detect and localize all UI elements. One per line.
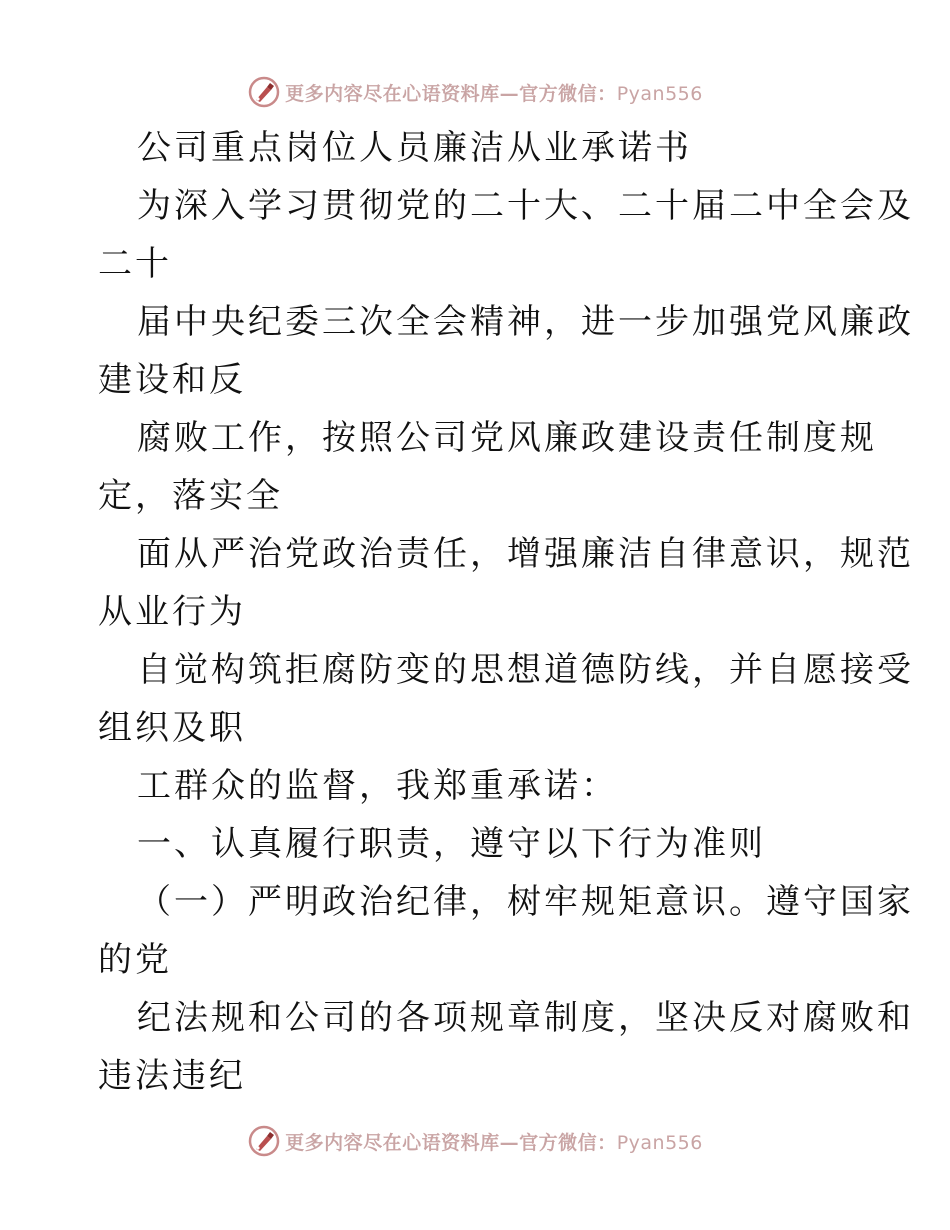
doc-line-11: 工群众的监督，我郑重承诺： — [137, 766, 618, 806]
doc-line-12: 一、认真履行职责，遵守以下行为准则 — [137, 824, 766, 864]
doc-line-1: 为深入学习贯彻党的二十大、二十届二中全会及 — [137, 186, 914, 226]
doc-line-14: 的党 — [98, 940, 172, 980]
doc-line-2: 二十 — [98, 244, 172, 284]
pen-logo-icon — [247, 1124, 281, 1158]
header-watermark — [0, 72, 950, 112]
doc-line-9: 自觉构筑拒腐防变的思想道德防线，并自愿接受 — [137, 650, 914, 690]
doc-line-6: 定，落实全 — [98, 476, 283, 516]
doc-title: 公司重点岗位人员廉洁从业承诺书 — [137, 128, 692, 168]
footer-watermark — [0, 1121, 950, 1161]
doc-line-10: 组织及职 — [98, 708, 246, 748]
doc-line-4: 建设和反 — [98, 360, 246, 400]
doc-line-7: 面从严治党政治责任，增强廉洁自律意识，规范 — [137, 534, 914, 574]
doc-line-16: 违法违纪 — [98, 1056, 246, 1096]
doc-line-3: 届中央纪委三次全会精神，进一步加强党风廉政 — [137, 302, 914, 342]
doc-line-5: 腐败工作，按照公司党风廉政建设责任制度规 — [137, 418, 877, 458]
watermark-text: 更多内容尽在心语资料库—官方微信：Pyan556 — [285, 1131, 703, 1154]
pen-logo-icon — [247, 75, 281, 109]
watermark-text: 更多内容尽在心语资料库—官方微信：Pyan556 — [285, 82, 703, 105]
doc-line-8: 从业行为 — [98, 592, 246, 632]
doc-line-15: 纪法规和公司的各项规章制度，坚决反对腐败和 — [137, 998, 914, 1038]
doc-line-13: （一）严明政治纪律，树牢规矩意识。遵守国家 — [137, 882, 914, 922]
